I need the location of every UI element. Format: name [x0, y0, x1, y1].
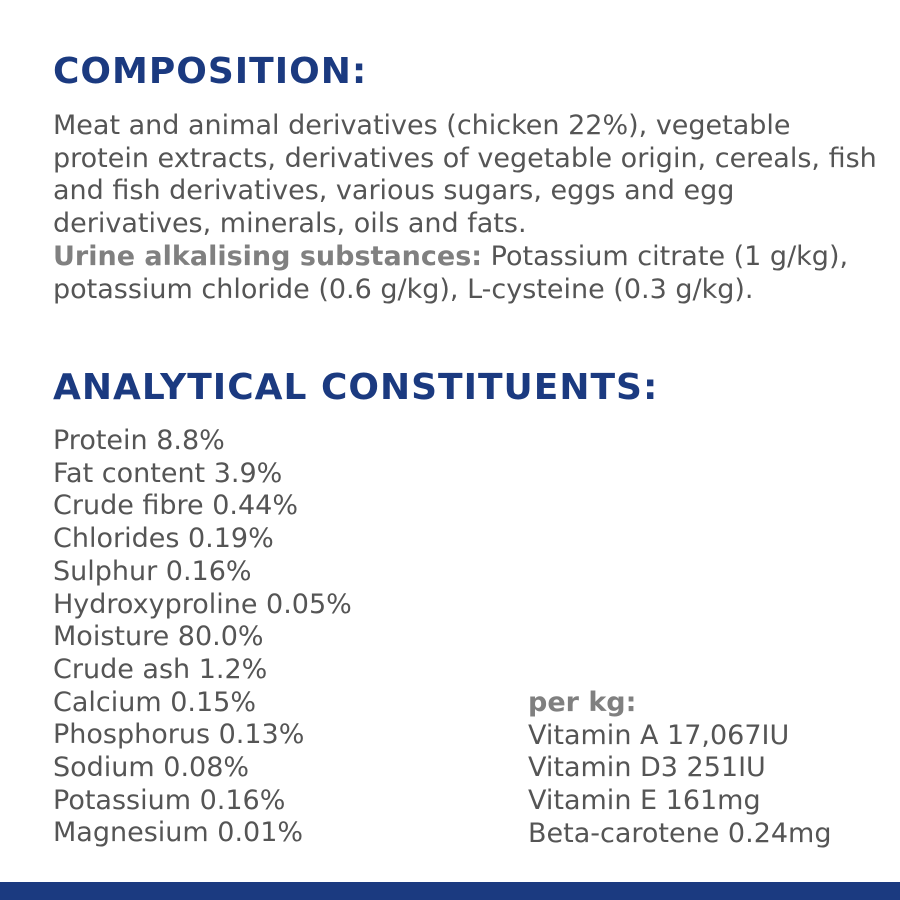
vitamin-item: Vitamin E 161mg — [528, 785, 761, 817]
constituent-item: Crude ash 1.2% — [53, 653, 268, 685]
vitamin-item: Vitamin D3 251IU — [528, 752, 766, 784]
constituent-item: Sulphur 0.16% — [53, 555, 252, 587]
per-kg-title: per kg: — [528, 687, 637, 718]
constituent-item: Moisture 80.0% — [53, 621, 264, 653]
constituent-item: Calcium 0.15% — [53, 686, 257, 718]
constituent-item: Potassium 0.16% — [53, 784, 286, 816]
per-kg-section — [528, 687, 832, 851]
analytical-constituents-heading: ANALYTICAL CONSTITUENTS: — [53, 367, 659, 408]
composition-text: Meat and animal derivatives (chicken 22%), vegetable protein extracts, derivatives of vegetable origin, cereals, fish and fish derivatives, various sugars, eggs and egg derivatives, minerals, oils and fats. — [53, 110, 877, 240]
vitamin-item: Vitamin A 17,067IU — [528, 719, 790, 751]
composition-heading: COMPOSITION: — [53, 51, 368, 92]
urine-alkalising-text: Potassium citrate (1 g/kg), potassium chloride (0.6 g/kg), L-cysteine (0.3 g/kg). — [53, 240, 849, 305]
constituent-item: Protein 8.8% — [53, 425, 225, 456]
vitamin-item: Beta-carotene 0.24mg — [528, 817, 832, 849]
per-kg-list — [528, 720, 832, 851]
composition-section — [53, 110, 883, 306]
constituent-item: Hydroxyproline 0.05% — [53, 588, 352, 620]
constituent-item: Magnesium 0.01% — [53, 817, 304, 849]
constituent-item: Sodium 0.08% — [53, 752, 250, 784]
constituent-item: Chlorides 0.19% — [53, 523, 274, 555]
constituents-list — [53, 425, 352, 850]
urine-alkalising-paragraph — [53, 241, 883, 306]
urine-alkalising-label: Urine alkalising substances: — [53, 240, 483, 272]
constituent-item: Fat content 3.9% — [53, 457, 283, 489]
constituent-item: Crude fibre 0.44% — [53, 490, 299, 522]
footer-band — [0, 882, 900, 900]
constituent-item: Phosphorus 0.13% — [53, 719, 305, 751]
